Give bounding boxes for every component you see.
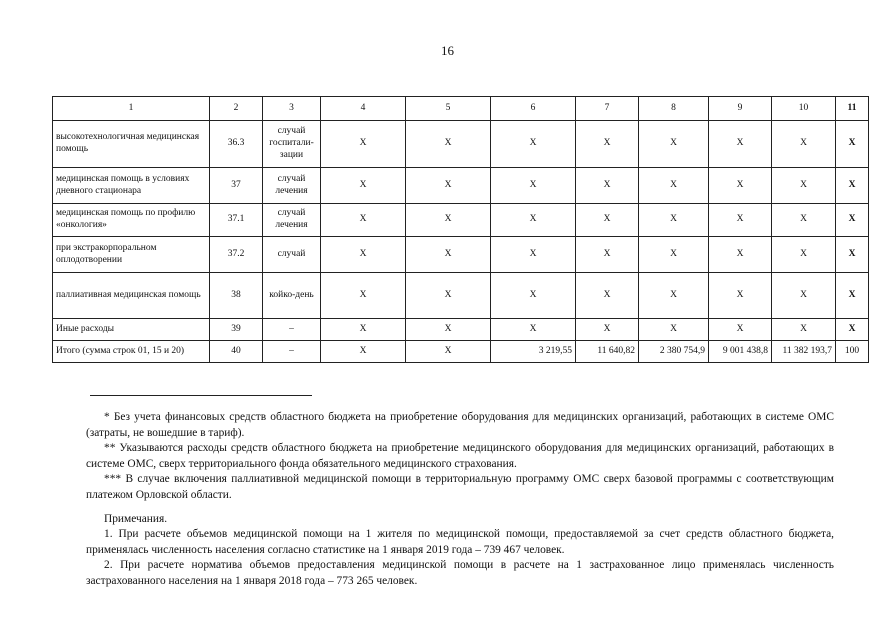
row-code: 38 (210, 273, 263, 319)
column-header: 6 (491, 97, 576, 121)
column-header: 4 (321, 97, 406, 121)
column-header: 7 (576, 97, 639, 121)
table-cell: Х (709, 204, 772, 237)
table-cell: Х (491, 273, 576, 319)
row-name: высокотехнологичная медицинская помощь (53, 121, 210, 168)
table-cell: Х (836, 168, 869, 204)
row-unit: – (263, 319, 321, 341)
row-unit: случай (263, 237, 321, 273)
table-cell: Х (709, 121, 772, 168)
notes-title: Примечания. (104, 512, 168, 525)
table-cell: Х (406, 121, 491, 168)
table-cell: Х (491, 204, 576, 237)
table-cell: Х (576, 319, 639, 341)
table-cell: Х (406, 341, 491, 363)
row-code: 37.2 (210, 237, 263, 273)
table-cell: Х (576, 204, 639, 237)
row-unit: случай лечения (263, 204, 321, 237)
table-cell: Х (576, 273, 639, 319)
table-cell: Х (836, 121, 869, 168)
table-cell: Х (406, 204, 491, 237)
table-cell: Х (772, 273, 836, 319)
table-cell: Х (836, 273, 869, 319)
note-2: 2. При расчете норматива объемов предоставления медицинской помощи в расчете на 1 застрахованное лицо применялась численность застрахованного населения на 1 января 2018 года – 773 265 человек. (86, 559, 834, 587)
row-name: медицинская помощь по профилю «онкология» (53, 204, 210, 237)
table-cell: Х (639, 273, 709, 319)
table-cell: Х (772, 121, 836, 168)
table-cell: 100 (836, 341, 869, 363)
table-row (53, 273, 869, 319)
column-header: 1 (53, 97, 210, 121)
table-cell: Х (321, 341, 406, 363)
row-name: при экстракорпоральном оплодотворении (53, 237, 210, 273)
table-cell: Х (321, 204, 406, 237)
table-cell: Х (639, 319, 709, 341)
table-cell: Х (772, 237, 836, 273)
table-cell: Х (639, 121, 709, 168)
row-unit: случай лечения (263, 168, 321, 204)
footnote-2: ** Указываются расходы средств областного бюджета на приобретение медицинского оборудования для медицинских организаций, работающих в системе ОМС, сверх территориального фонда обязательного медицинского страхования. (86, 442, 834, 470)
table-cell: Х (709, 319, 772, 341)
table-row (53, 168, 869, 204)
table-cell: Х (406, 319, 491, 341)
row-name: Иные расходы (53, 319, 210, 341)
table-cell: Х (406, 168, 491, 204)
table-cell: Х (709, 273, 772, 319)
footnote-divider (90, 395, 312, 396)
table-cell: Х (772, 204, 836, 237)
table-cell: Х (639, 204, 709, 237)
table-cell: Х (321, 121, 406, 168)
footnote-3: *** В случае включения паллиативной медицинской помощи в территориальную программу ОМС сверх базовой программы с соответствующим платежом Орловской области. (86, 473, 834, 501)
table-row (53, 237, 869, 273)
column-header: 2 (210, 97, 263, 121)
table-cell: Х (772, 319, 836, 341)
column-header: 10 (772, 97, 836, 121)
page-number: 16 (441, 43, 454, 58)
column-header: 9 (709, 97, 772, 121)
table-cell: Х (836, 319, 869, 341)
row-unit: – (263, 341, 321, 363)
row-code: 36.3 (210, 121, 263, 168)
table-cell: Х (321, 168, 406, 204)
row-name: медицинская помощь в условиях дневного стационара (53, 168, 210, 204)
table-cell: Х (321, 319, 406, 341)
table-cell: Х (709, 168, 772, 204)
notes-section (86, 410, 834, 590)
table-row (53, 121, 869, 168)
table-cell: Х (321, 273, 406, 319)
table-row (53, 319, 869, 341)
table-cell: 2 380 754,9 (639, 341, 709, 363)
column-header: 11 (836, 97, 869, 121)
table-cell: Х (491, 168, 576, 204)
column-header: 3 (263, 97, 321, 121)
table-cell: Х (491, 237, 576, 273)
column-header: 5 (406, 97, 491, 121)
row-name: Итого (сумма строк 01, 15 и 20) (53, 341, 210, 363)
table-row (53, 204, 869, 237)
table-cell: Х (321, 237, 406, 273)
expenses-table (52, 96, 869, 363)
table-cell: Х (406, 237, 491, 273)
row-code: 40 (210, 341, 263, 363)
table-cell: Х (576, 168, 639, 204)
row-code: 39 (210, 319, 263, 341)
row-code: 37 (210, 168, 263, 204)
table-row-total (53, 341, 869, 363)
table-cell: Х (772, 168, 836, 204)
footnote-1: * Без учета финансовых средств областного бюджета на приобретение оборудования для медицинских организаций, работающих в системе ОМС (затраты, не вошедшие в тариф). (86, 411, 834, 439)
header-row (53, 97, 869, 121)
column-header: 8 (639, 97, 709, 121)
table-cell: Х (406, 273, 491, 319)
table-cell: 11 640,82 (576, 341, 639, 363)
row-unit: случай госпитали-зации (263, 121, 321, 168)
row-code: 37.1 (210, 204, 263, 237)
row-name: паллиативная медицинская помощь (53, 273, 210, 319)
table-cell: Х (709, 237, 772, 273)
note-1: 1. При расчете объемов медицинской помощи на 1 жителя по медицинской помощи, предоставляемой за счет средств областного бюджета, применялась численность населения согласно статистике на 1 января 2019 года – 739 467 человек. (86, 528, 834, 556)
table-cell: 11 382 193,7 (772, 341, 836, 363)
table-cell: Х (836, 204, 869, 237)
table-cell: Х (639, 168, 709, 204)
table-cell: Х (836, 237, 869, 273)
table-cell: Х (639, 237, 709, 273)
table-cell: Х (576, 237, 639, 273)
table-cell: Х (491, 121, 576, 168)
table-cell: Х (576, 121, 639, 168)
table-cell: Х (491, 319, 576, 341)
table-cell: 3 219,55 (491, 341, 576, 363)
table-cell: 9 001 438,8 (709, 341, 772, 363)
row-unit: койко-день (263, 273, 321, 319)
